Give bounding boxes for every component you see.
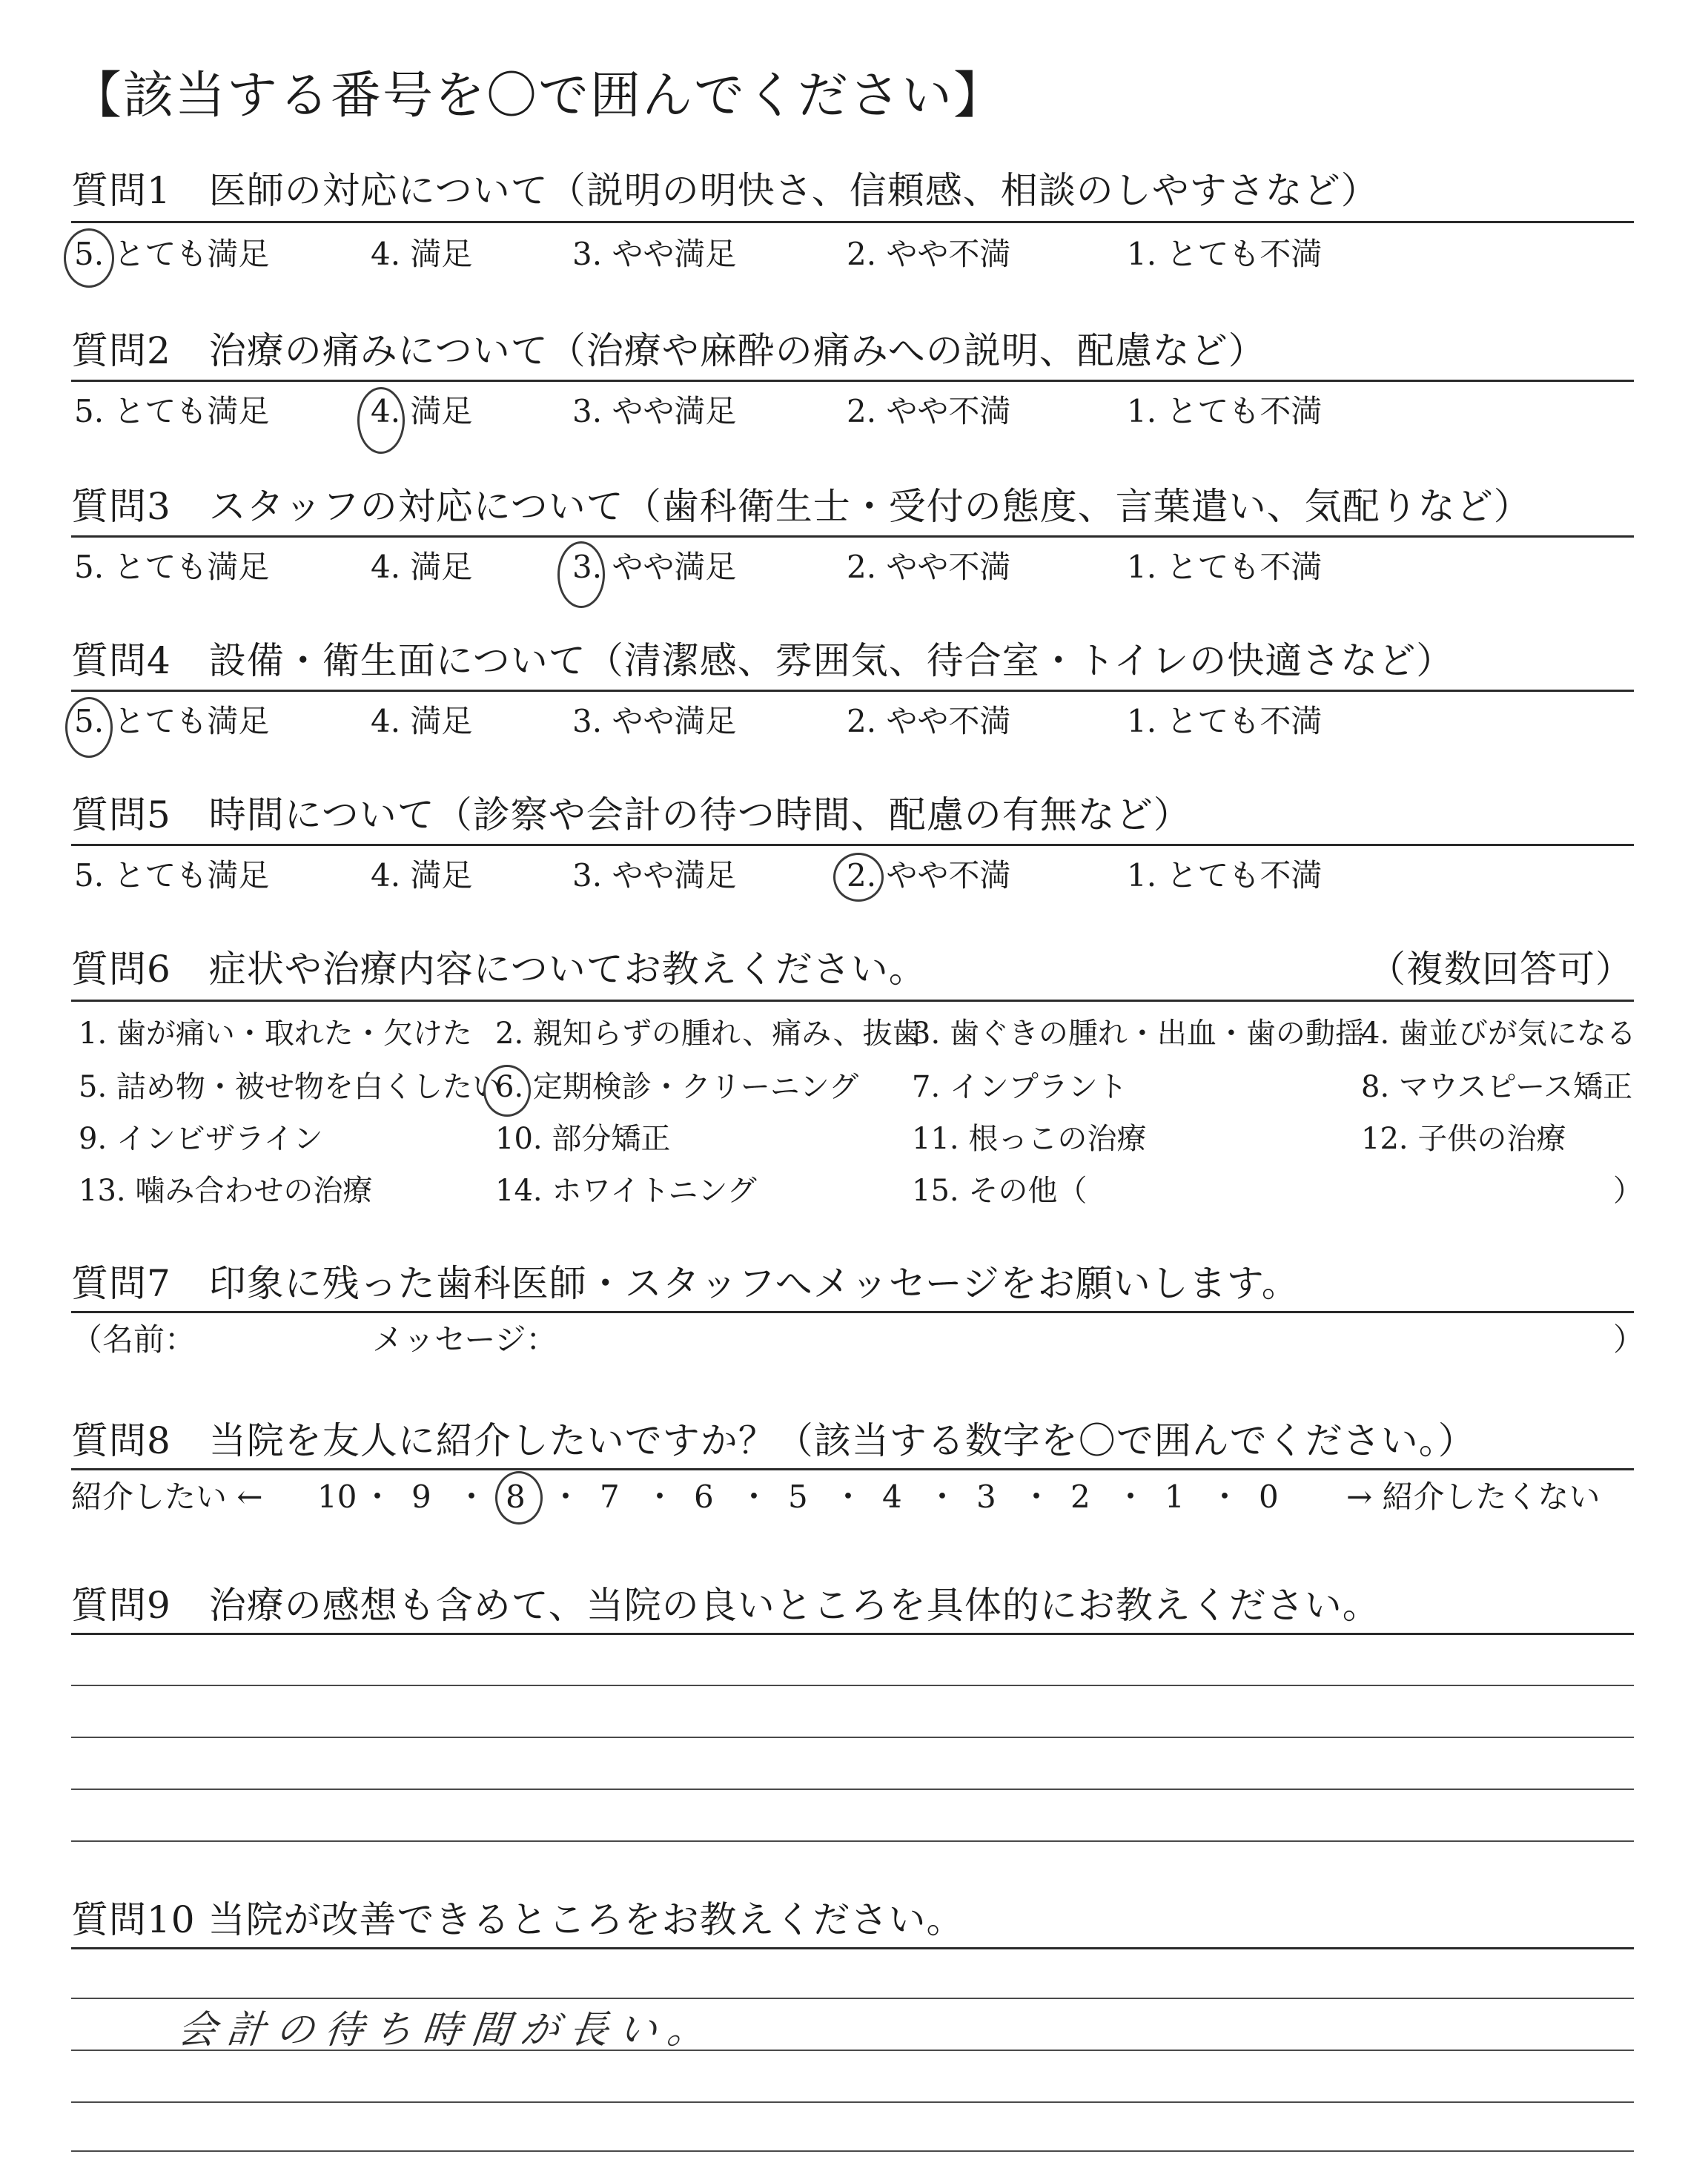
question-2-title: 質問2 治療の痛みについて（治療や麻酔の痛みへの説明、配慮など）: [71, 329, 1266, 372]
question-5-rule: [71, 844, 1634, 846]
q10-answer-line[interactable]: [71, 1998, 1634, 1999]
q8-scale-separator: ・: [927, 1479, 959, 1515]
q1-option-5[interactable]: 5. とても満足: [74, 236, 270, 272]
q2-option-4[interactable]: 4. 満足: [371, 393, 473, 429]
q9-answer-line[interactable]: [71, 1840, 1634, 1842]
q7-message-label: メッセージ：: [372, 1321, 557, 1358]
q9-answer-line[interactable]: [71, 1789, 1634, 1790]
q3-option-5[interactable]: 5. とても満足: [74, 549, 270, 585]
q8-right-label: → 紹介したくない: [1346, 1479, 1601, 1515]
q6-option-10[interactable]: 10. 部分矯正: [495, 1122, 671, 1156]
q4-option-3[interactable]: 3. やや満足: [572, 703, 737, 739]
q8-scale-5[interactable]: 5: [788, 1479, 808, 1515]
q8-scale-separator: ・: [1209, 1479, 1241, 1515]
q8-scale-separator: ・: [456, 1479, 488, 1515]
question-7-title: 質問7 印象に残った歯科医師・スタッフへメッセージをお願いします。: [71, 1262, 1300, 1305]
q8-scale-separator: ・: [833, 1479, 864, 1515]
q6-option-9[interactable]: 9. インビザライン: [79, 1122, 323, 1156]
question-4-rule: [71, 690, 1634, 692]
q6-option-15[interactable]: 15. その他（: [912, 1174, 1088, 1208]
q10-answer-line[interactable]: [71, 2050, 1634, 2051]
q6-option-5[interactable]: 5. 詰め物・被せ物を白くしたい: [79, 1070, 502, 1104]
q5-option-1[interactable]: 1. とても不満: [1127, 857, 1323, 894]
q4-option-2[interactable]: 2. やや不満: [847, 703, 1011, 739]
q8-scale-6[interactable]: 6: [694, 1479, 714, 1515]
q1-option-4[interactable]: 4. 満足: [371, 236, 473, 272]
q5-option-3[interactable]: 3. やや満足: [572, 857, 737, 894]
question-6-rule: [71, 1000, 1634, 1002]
question-3-title: 質問3 スタッフの対応について（歯科衛生士・受付の態度、言葉遣い、気配りなど）: [71, 485, 1532, 528]
q6-option-7[interactable]: 7. インプラント: [912, 1070, 1128, 1104]
q6-option-3[interactable]: 3. 歯ぐきの腫れ・出血・歯の動揺: [912, 1017, 1365, 1051]
q2-option-3[interactable]: 3. やや満足: [572, 393, 737, 429]
q8-left-label: 紹介したい ←: [71, 1479, 263, 1515]
q6-option-11[interactable]: 11. 根っこの治療: [912, 1122, 1147, 1156]
q5-option-4[interactable]: 4. 満足: [371, 857, 473, 894]
q8-scale-separator: ・: [644, 1479, 676, 1515]
q6-option-12[interactable]: 12. 子供の治療: [1361, 1122, 1566, 1156]
q3-option-4[interactable]: 4. 満足: [371, 549, 473, 585]
q4-option-1[interactable]: 1. とても不満: [1127, 703, 1323, 739]
q10-answer-line[interactable]: [71, 2150, 1634, 2152]
q8-scale-1[interactable]: 1: [1165, 1479, 1185, 1515]
question-9-title: 質問9 治療の感想も含めて、当院の良いところを具体的にお教えください。: [71, 1584, 1380, 1627]
question-4-title: 質問4 設備・衛生面について（清潔感、雰囲気、待合室・トイレの快適さなど）: [71, 639, 1454, 682]
q2-option-1[interactable]: 1. とても不満: [1127, 393, 1323, 429]
q10-handwritten-answer: 会計の待ち時間が長い。: [175, 2008, 719, 2052]
question-6-note: （複数回答可）: [1368, 948, 1633, 991]
q4-option-5[interactable]: 5. とても満足: [74, 703, 270, 739]
q8-scale-7[interactable]: 7: [600, 1479, 620, 1515]
q4-option-4[interactable]: 4. 満足: [371, 703, 473, 739]
q1-option-2[interactable]: 2. やや不満: [847, 236, 1011, 272]
q8-scale-separator: ・: [738, 1479, 770, 1515]
question-1-title: 質問1 医師の対応について（説明の明快さ、信頼感、相談のしやすさなど）: [71, 169, 1379, 212]
q8-scale-10[interactable]: 10: [317, 1479, 357, 1515]
question-3-rule: [71, 535, 1634, 538]
q8-scale-8[interactable]: 8: [506, 1479, 526, 1515]
q7-name-label: （名前：: [71, 1321, 196, 1358]
question-10-rule: [71, 1947, 1634, 1949]
q10-answer-line[interactable]: [71, 2101, 1634, 2103]
q6-other-close-paren: ）: [1613, 1174, 1643, 1208]
q8-scale-2[interactable]: 2: [1070, 1479, 1090, 1515]
q5-option-2[interactable]: 2. やや不満: [847, 857, 1011, 894]
q6-option-2[interactable]: 2. 親知らずの腫れ、痛み、抜歯: [495, 1017, 922, 1051]
question-8-title: 質問8 当院を友人に紹介したいですか？（該当する数字を〇で囲んでください。）: [71, 1419, 1476, 1462]
question-8-rule: [71, 1468, 1634, 1470]
question-9-rule: [71, 1633, 1634, 1635]
q8-scale-3[interactable]: 3: [976, 1479, 996, 1515]
q6-option-14[interactable]: 14. ホワイトニング: [495, 1174, 757, 1208]
q9-answer-line[interactable]: [71, 1685, 1634, 1686]
q8-scale-separator: ・: [362, 1479, 394, 1515]
q1-option-1[interactable]: 1. とても不満: [1127, 236, 1323, 272]
q2-option-2[interactable]: 2. やや不満: [847, 393, 1011, 429]
q3-option-2[interactable]: 2. やや不満: [847, 549, 1011, 585]
q8-scale-separator: ・: [1021, 1479, 1053, 1515]
q3-option-3[interactable]: 3. やや満足: [572, 549, 737, 585]
q8-scale-0[interactable]: 0: [1259, 1479, 1279, 1515]
question-7-rule: [71, 1311, 1634, 1313]
q3-option-1[interactable]: 1. とても不満: [1127, 549, 1323, 585]
q6-option-13[interactable]: 13. 噛み合わせの治療: [79, 1174, 373, 1208]
q8-scale-4[interactable]: 4: [882, 1479, 902, 1515]
question-5-title: 質問5 時間について（診察や会計の待つ時間、配慮の有無など）: [71, 793, 1191, 836]
q7-close-paren: ）: [1613, 1321, 1645, 1358]
question-1-rule: [71, 221, 1634, 223]
q6-option-4[interactable]: 4. 歯並びが気になる: [1361, 1017, 1636, 1051]
q6-option-8[interactable]: 8. マウスピース矯正: [1361, 1070, 1633, 1104]
q6-option-6[interactable]: 6. 定期検診・クリーニング: [495, 1070, 859, 1104]
q8-scale-separator: ・: [1115, 1479, 1147, 1515]
question-10-title: 質問10 当院が改善できるところをお教えください。: [71, 1898, 964, 1941]
q1-option-3[interactable]: 3. やや満足: [572, 236, 737, 272]
form-title: 【該当する番号を〇で囲んでください】: [71, 67, 1006, 125]
question-2-rule: [71, 380, 1634, 382]
q6-option-1[interactable]: 1. 歯が痛い・取れた・欠けた: [79, 1017, 472, 1051]
q9-answer-line[interactable]: [71, 1737, 1634, 1738]
question-6-title: 質問6 症状や治療内容についてお教えください。: [71, 948, 927, 991]
q2-option-5[interactable]: 5. とても満足: [74, 393, 270, 429]
q5-option-5[interactable]: 5. とても満足: [74, 857, 270, 894]
q8-scale-9[interactable]: 9: [411, 1479, 431, 1515]
q8-scale-separator: ・: [550, 1479, 582, 1515]
